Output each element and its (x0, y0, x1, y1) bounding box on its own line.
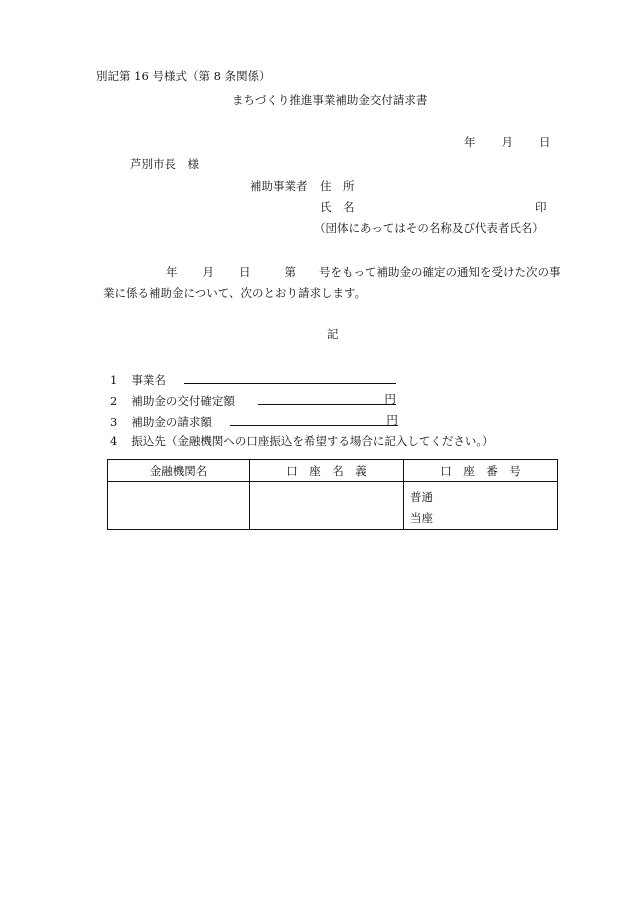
header-account-holder: 口 座 名 義 (250, 460, 404, 482)
requested-amount-line (230, 413, 398, 426)
body-line-1-rest: 号をもって補助金の確定の通知を受けた次の事 (319, 265, 561, 279)
date-line (464, 135, 551, 149)
account-holder-cell (250, 482, 404, 530)
item-4 (110, 434, 494, 448)
item-1 (110, 371, 396, 387)
date-year: 年 (464, 135, 476, 149)
account-number-cell (404, 482, 558, 530)
form-number: 別記第 16 号様式（第 8 条関係） (96, 69, 271, 83)
yen-unit: 円 (384, 392, 396, 406)
table-row (108, 482, 558, 530)
table-header-row (108, 460, 558, 482)
item-3 (110, 413, 398, 429)
item-label: 振込先（金融機関への口座振込を希望する場合に記入してください。） (131, 434, 494, 448)
seal-mark: 印 (535, 200, 547, 214)
body-line-2: 業に係る補助金について、次のとおり請求します。 (103, 286, 367, 300)
bank-name-cell (108, 482, 250, 530)
ki-heading: 記 (327, 327, 339, 341)
body-day: 日 (239, 265, 251, 279)
item-number: 2 (110, 394, 118, 408)
body-line-1 (166, 265, 561, 279)
applicant-name-label: 氏 名 (320, 200, 355, 214)
body-month: 月 (202, 265, 214, 279)
applicant-role-label: 補助事業者 (250, 179, 308, 193)
yen-unit: 円 (386, 413, 398, 427)
item-label: 補助金の交付確定額 (131, 394, 235, 408)
item-2 (110, 392, 396, 408)
item-number: 3 (110, 415, 118, 429)
applicant-address-label: 住 所 (320, 179, 355, 193)
account-type-ordinary: 普通 (410, 490, 433, 504)
date-day: 日 (539, 135, 551, 149)
date-month: 月 (501, 135, 513, 149)
business-name-line (184, 371, 396, 384)
confirmed-amount-line (258, 392, 396, 405)
bank-account-table (107, 459, 558, 530)
header-account-number: 口 座 番 号 (404, 460, 558, 482)
item-label: 補助金の請求額 (131, 415, 212, 429)
group-note: （団体にあってはその名称及び代表者氏名） (314, 221, 544, 235)
item-label: 事業名 (131, 373, 166, 387)
body-year: 年 (166, 265, 178, 279)
document-title: まちづくり推進事業補助金交付請求書 (232, 93, 428, 107)
item-number: 1 (110, 373, 118, 387)
body-number-prefix: 第 (284, 265, 296, 279)
item-number: 4 (110, 434, 118, 448)
account-type-current: 当座 (410, 511, 433, 525)
addressee: 芦別市長 様 (130, 157, 199, 171)
header-bank-name: 金融機関名 (108, 460, 250, 482)
